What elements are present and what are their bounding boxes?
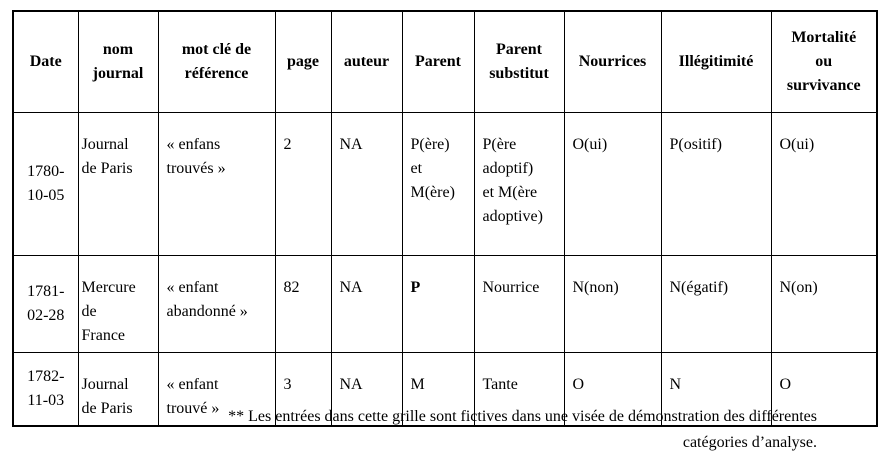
footnote xyxy=(70,404,817,456)
cell-author: NA xyxy=(331,353,402,427)
header-illegitimacy: Illégitimité xyxy=(661,11,771,113)
cell-page: 3 xyxy=(275,353,331,427)
cell-illegitimacy: N xyxy=(661,353,771,427)
cell-journal-name: Journal de Paris xyxy=(78,113,158,256)
cell-author: NA xyxy=(331,256,402,353)
cell-date: 1780- 10-05 xyxy=(13,113,78,256)
cell-mortality: O xyxy=(771,353,877,427)
analysis-grid-table xyxy=(12,10,878,427)
table-row xyxy=(13,256,877,353)
cell-page: 2 xyxy=(275,113,331,256)
cell-illegitimacy: P(ositif) xyxy=(661,113,771,256)
header-date: Date xyxy=(13,11,78,113)
cell-journal-name: Mercure de France xyxy=(78,256,158,353)
cell-parent: P xyxy=(402,256,474,353)
cell-substitute-parent: Nourrice xyxy=(474,256,564,353)
header-parent: Parent xyxy=(402,11,474,113)
header-mortality: Mortalité ou survivance xyxy=(771,11,877,113)
cell-substitute-parent: P(ère adoptif) et M(ère adoptive) xyxy=(474,113,564,256)
cell-keyword: « enfans trouvés » xyxy=(158,113,275,256)
header-row xyxy=(13,11,877,113)
cell-author: NA xyxy=(331,113,402,256)
table-row xyxy=(13,113,877,256)
cell-keyword: « enfant trouvé » xyxy=(158,353,275,427)
cell-illegitimacy: N(égatif) xyxy=(661,256,771,353)
footnote-line-2: catégories d’analyse. xyxy=(682,434,817,451)
header-substitute-parent: Parent substitut xyxy=(474,11,564,113)
header-page: page xyxy=(275,11,331,113)
footnote-line-1: ** Les entrées dans cette grille sont fictives dans une visée de démonstration des différentes xyxy=(228,408,817,425)
header-keyword: mot clé de référence xyxy=(158,11,275,113)
header-wet-nurses: Nourrices xyxy=(564,11,661,113)
cell-journal-name: Journal de Paris xyxy=(78,353,158,427)
cell-mortality: N(on) xyxy=(771,256,877,353)
cell-parent: M xyxy=(402,353,474,427)
header-author: auteur xyxy=(331,11,402,113)
cell-page: 82 xyxy=(275,256,331,353)
cell-wet-nurses: O(ui) xyxy=(564,113,661,256)
cell-wet-nurses: O xyxy=(564,353,661,427)
cell-wet-nurses: N(non) xyxy=(564,256,661,353)
cell-substitute-parent: Tante xyxy=(474,353,564,427)
cell-mortality: O(ui) xyxy=(771,113,877,256)
cell-date: 1782- 11-03 xyxy=(13,353,78,427)
cell-date: 1781- 02-28 xyxy=(13,256,78,353)
cell-keyword: « enfant abandonné » xyxy=(158,256,275,353)
cell-parent: P(ère) et M(ère) xyxy=(402,113,474,256)
header-journal-name: nom journal xyxy=(78,11,158,113)
